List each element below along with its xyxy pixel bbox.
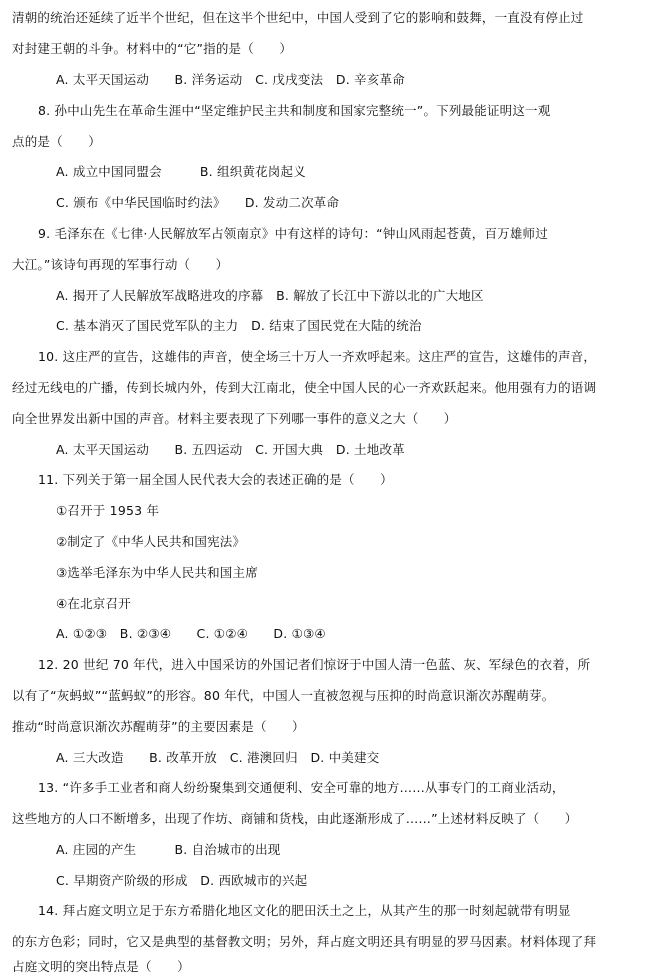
question-13-stem-line-1: 13. “许多手工业者和商人纷纷聚集到交通便利、安全可靠的地方……从事专门的工商业活动，	[38, 780, 565, 795]
question-12-stem-line-1: 12. 20 世纪 70 年代，进入中国采访的外国记者们惊讶于中国人清一色蓝、灰、军绿色的衣着，所	[38, 657, 591, 672]
question-11-item-4: ④在北京召开	[56, 596, 131, 611]
question-14-stem-line-2: 的东方色彩；同时，它又是典型的基督教文明；另外，拜占庭文明还具有明显的罗马因素。材料体现了拜	[12, 934, 597, 949]
question-11-item-3: ③选举毛泽东为中华人民共和国主席	[56, 565, 258, 580]
question-8-options-cd: C. 颁布《中华民国临时约法》 D. 发动二次革命	[56, 195, 340, 210]
question-10-stem-line-2: 经过无线电的广播，传到长城内外，传到大江南北，使全中国人民的心一齐欢跃起来。他用强有力的语调	[12, 380, 597, 395]
question-9-stem-line-1: 9. 毛泽东在《七律·人民解放军占领南京》中有这样的诗句：“钟山风雨起苍黄，百万雄师过	[38, 226, 548, 241]
question-13-options-ab: A. 庄园的产生 B. 自治城市的出现	[56, 842, 281, 857]
question-13-stem-line-2: 这些地方的人口不断增多，出现了作坊、商铺和货栈，由此逐渐形成了……”上述材料反映了（ ）	[12, 811, 578, 826]
question-8-stem-line-1: 8. 孙中山先生在革命生涯中“坚定维护民主共和制度和国家完整统一”。下列最能证明这一观	[38, 103, 551, 118]
question-12-options: A. 三大改造 B. 改革开放 C. 港澳回归 D. 中美建交	[56, 750, 380, 765]
question-8-options-ab: A. 成立中国同盟会 B. 组织黄花岗起义	[56, 164, 306, 179]
question-9-options-cd: C. 基本消灭了国民党军队的主力 D. 结束了国民党在大陆的统治	[56, 318, 422, 333]
question-8-stem-line-2: 点的是（ ）	[12, 134, 101, 149]
question-14-stem-line-1: 14. 拜占庭文明立足于东方希腊化地区文化的肥田沃土之上，从其产生的那一时刻起就带有明显	[38, 903, 571, 918]
question-11-item-1: ①召开于 1953 年	[56, 503, 160, 518]
question-11-item-2: ②制定了《中华人民共和国宪法》	[56, 534, 246, 549]
question-10-stem-line-1: 10. 这庄严的宣告，这雄伟的声音，使全场三十万人一齐欢呼起来。这庄严的宣告，这雄伟的声音，	[38, 349, 597, 364]
question-13-options-cd: C. 早期资产阶级的形成 D. 西欧城市的兴起	[56, 873, 308, 888]
question-12-stem-line-2: 以有了“灰蚂蚁”“蓝蚂蚁”的形容。80 年代，中国人一直被忽视与压抑的时尚意识渐次苏醒萌芽。	[12, 688, 555, 703]
question-11-options: A. ①②③ B. ②③④ C. ①②④ D. ①③④	[56, 626, 326, 641]
question-7-options: A. 太平天国运动 B. 洋务运动 C. 戊戌变法 D. 辛亥革命	[56, 72, 405, 87]
question-7-stem-line-1: 清朝的统治还延续了近半个世纪，但在这半个世纪中，中国人受到了它的影响和鼓舞，一直没有停止过	[12, 10, 584, 25]
question-9-stem-line-2: 大江。”该诗句再现的军事行动（ ）	[12, 257, 229, 272]
question-10-options: A. 太平天国运动 B. 五四运动 C. 开国大典 D. 土地改革	[56, 442, 405, 457]
question-11-stem: 11. 下列关于第一届全国人民代表大会的表述正确的是（ ）	[38, 472, 393, 487]
question-14-stem-line-3: 占庭文明的突出特点是（ ）	[12, 959, 190, 974]
question-10-stem-line-3: 向全世界发出新中国的声音。材料主要表现了下列哪一事件的意义之大（ ）	[12, 411, 457, 426]
question-9-options-ab: A. 揭开了人民解放军战略进攻的序幕 B. 解放了长江中下游以北的广大地区	[56, 288, 484, 303]
question-7-stem-line-2: 对封建王朝的斗争。材料中的“它”指的是（ ）	[12, 41, 293, 56]
question-12-stem-line-3: 推动“时尚意识渐次苏醒萌芽”的主要因素是（ ）	[12, 719, 305, 734]
